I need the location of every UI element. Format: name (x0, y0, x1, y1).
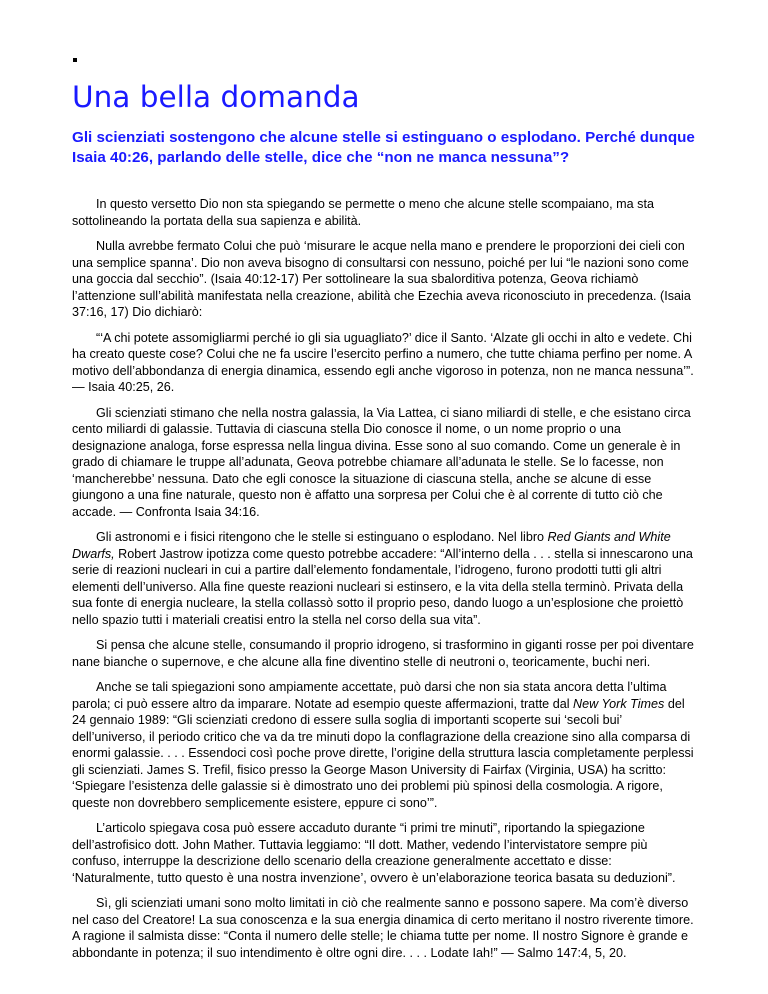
italic-text: se (553, 471, 568, 486)
body-paragraph (72, 196, 696, 229)
paragraph-text: Gli scienziati stimano che nella nostra galassia, la Via Lattea, ci siano miliardi di stelle, e che esistano circa cento miliardi di galassie. Tuttavia di ciascuna stella Dio conosce il nome, o un nome proprio o una designazione analoga, forse espressa nella lingua divina. Esse sono al suo comando. Come un generale è in grado di chiamare le truppe all’adunata, Geova potrebbe chiamare all’adunata le stelle. Se lo facesse, non ‘mancherebbe’ nessuna. Dato che egli conosce la situazione di ciascuna stella, anche (72, 405, 691, 486)
bullet-mark (73, 58, 77, 62)
paragraph-text: alcune di esse giungono a una fine naturale, questo non è affatto una sorpresa per Colui che è al corrente di tutto ciò che accade. — Confronta Isaia 34:16. (72, 471, 663, 519)
paragraph-text: Sì, gli scienziati umani sono molto limitati in ciò che realmente sanno e possono sapere. Ma com’è diverso nel caso del Creatore! La sua conoscenza e la sua energia dinamica di certo meritano il nostro riverente timore. A ragione il salmista disse: “Conta il numero delle stelle; le chiama tutte per nome. Il nostro Signore è grande e abbondante in potenza; il suo intendimento è oltre ogni dire. . . . Lodate Iah!” — Salmo 147:4, 5, 20. (72, 896, 694, 960)
article-subtitle: Gli scienziati sostengono che alcune stelle si estinguano o esplodano. Perché dunque Isaia 40:26, parlando delle stelle, dice che “non ne manca nessuna”? (72, 129, 695, 166)
paragraph-text: In questo versetto Dio non sta spiegando se permette o meno che alcune stelle scompaiano, ma sta sottolineando la portata della sua sapienza e abilità. (72, 197, 654, 228)
paragraph-text: Nulla avrebbe fermato Colui che può ‘misurare le acque nella mano e prendere le proporzioni dei cieli con una semplice spanna’. Dio non aveva bisogno di consultarsi con nessuno, poiché per lui “le nazioni sono come una goccia dal secchio”. (Isaia 40:12-17) Per sottolineare la sua sbalorditiva potenza, Geova richiamò l’attenzione sull’abilità manifestata nella creazione, abilità che Ezechia aveva riconosciuto in precedenza. (Isaia 37:16, 17) Dio dichiarò: (72, 239, 691, 319)
paragraph-text: Anche se tali spiegazioni sono ampiamente accettate, può darsi che non sia stata ancora detta l’ultima parola; ci può essere altro da imparare. Notate ad esempio queste affermazioni, tratte dal (72, 680, 667, 711)
body-paragraph (72, 330, 696, 396)
italic-text: New York Times (573, 696, 665, 711)
paragraph-text: L’articolo spiegava cosa può essere accaduto durante “i primi tre minuti”, riportando la spiegazione dell’astrofisico dott. John Mather. Tuttavia leggiamo: “Il dott. Mather, vedendo l’intervistatore sempre più confuso, interruppe la descrizione dello scenario della creazione generalmente accettato e disse: ‘Naturalmente, tutto questo è una nostra invenzione’, ovvero è un’elaborazione teorica basata su deduzioni”. (72, 821, 676, 885)
body-paragraph (72, 895, 696, 961)
paragraph-text: Gli astronomi e i fisici ritengono che le stelle si estinguano o esplodano. Nel libro (96, 530, 548, 544)
article-body (72, 196, 696, 961)
italic-text: Red Giants and White Dwarfs, (72, 530, 671, 561)
paragraph-text: “‘A chi potete assomigliarmi perché io gli sia uguagliato?’ dice il Santo. ‘Alzate gli occhi in alto e vedete. Chi ha creato queste cose? Colui che ne fa uscire l’esercito perfino a numero, che tutte chiama perfino per nome. A motivo dell’abbondanza di energia dinamica, essendo egli anche vigoroso in potenza, non ne manca nessuna’”. — Isaia 40:25, 26. (72, 330, 694, 394)
paragraph-text: Robert Jastrow ipotizza come questo potrebbe accadere: “All’interno della . . . stella si innescarono una serie di reazioni nucleari in cui a partire dall’elemento fondamentale, l’idrogeno, furono prodotti tutti gli altri elementi dell’universo. Alla fine queste reazioni nucleari si estinsero, e la vita della stella terminò. Privata della sua fonte di energia nucleare, la stella collassò sotto il proprio peso, dando luogo a un’esplosione che proiettò nello spazio tutti i materiali creatisi entro la stella nel corso della sua vita”. (72, 546, 693, 627)
body-paragraph (72, 679, 696, 811)
body-paragraph (72, 405, 696, 521)
article (72, 58, 696, 970)
page-title: Una bella domanda (72, 80, 360, 114)
body-paragraph (72, 238, 696, 321)
body-paragraph (72, 637, 696, 670)
body-paragraph (72, 529, 696, 628)
paragraph-text: del 24 gennaio 1989: “Gli scienziati credono di essere sulla soglia di importanti scoperte sui ‘secoli bui’ dell’universo, il periodo critico che va da tre minuti dopo la conflagrazione della creazione sino alla comparsa di enormi galassie. . . . Essendoci così poche prove dirette, l’origine della struttura lascia completamente perplessi gli scienziati. James S. Trefil, fisico presso la George Mason University di Fairfax (Virginia, USA) ha scritto: ‘Spiegare l’esistenza delle galassie si è dimostrato uno dei problemi più spinosi della cosmologia. A rigore, queste non dovrebbero semplicemente esistere, eppure ci sono’”. (72, 696, 694, 810)
body-paragraph (72, 820, 696, 886)
paragraph-text: Si pensa che alcune stelle, consumando il proprio idrogeno, si trasformino in giganti rosse per poi diventare nane bianche o supernove, e che alcune alla fine diventino stelle di neutroni o, teoricamente, buchi neri. (72, 638, 694, 669)
